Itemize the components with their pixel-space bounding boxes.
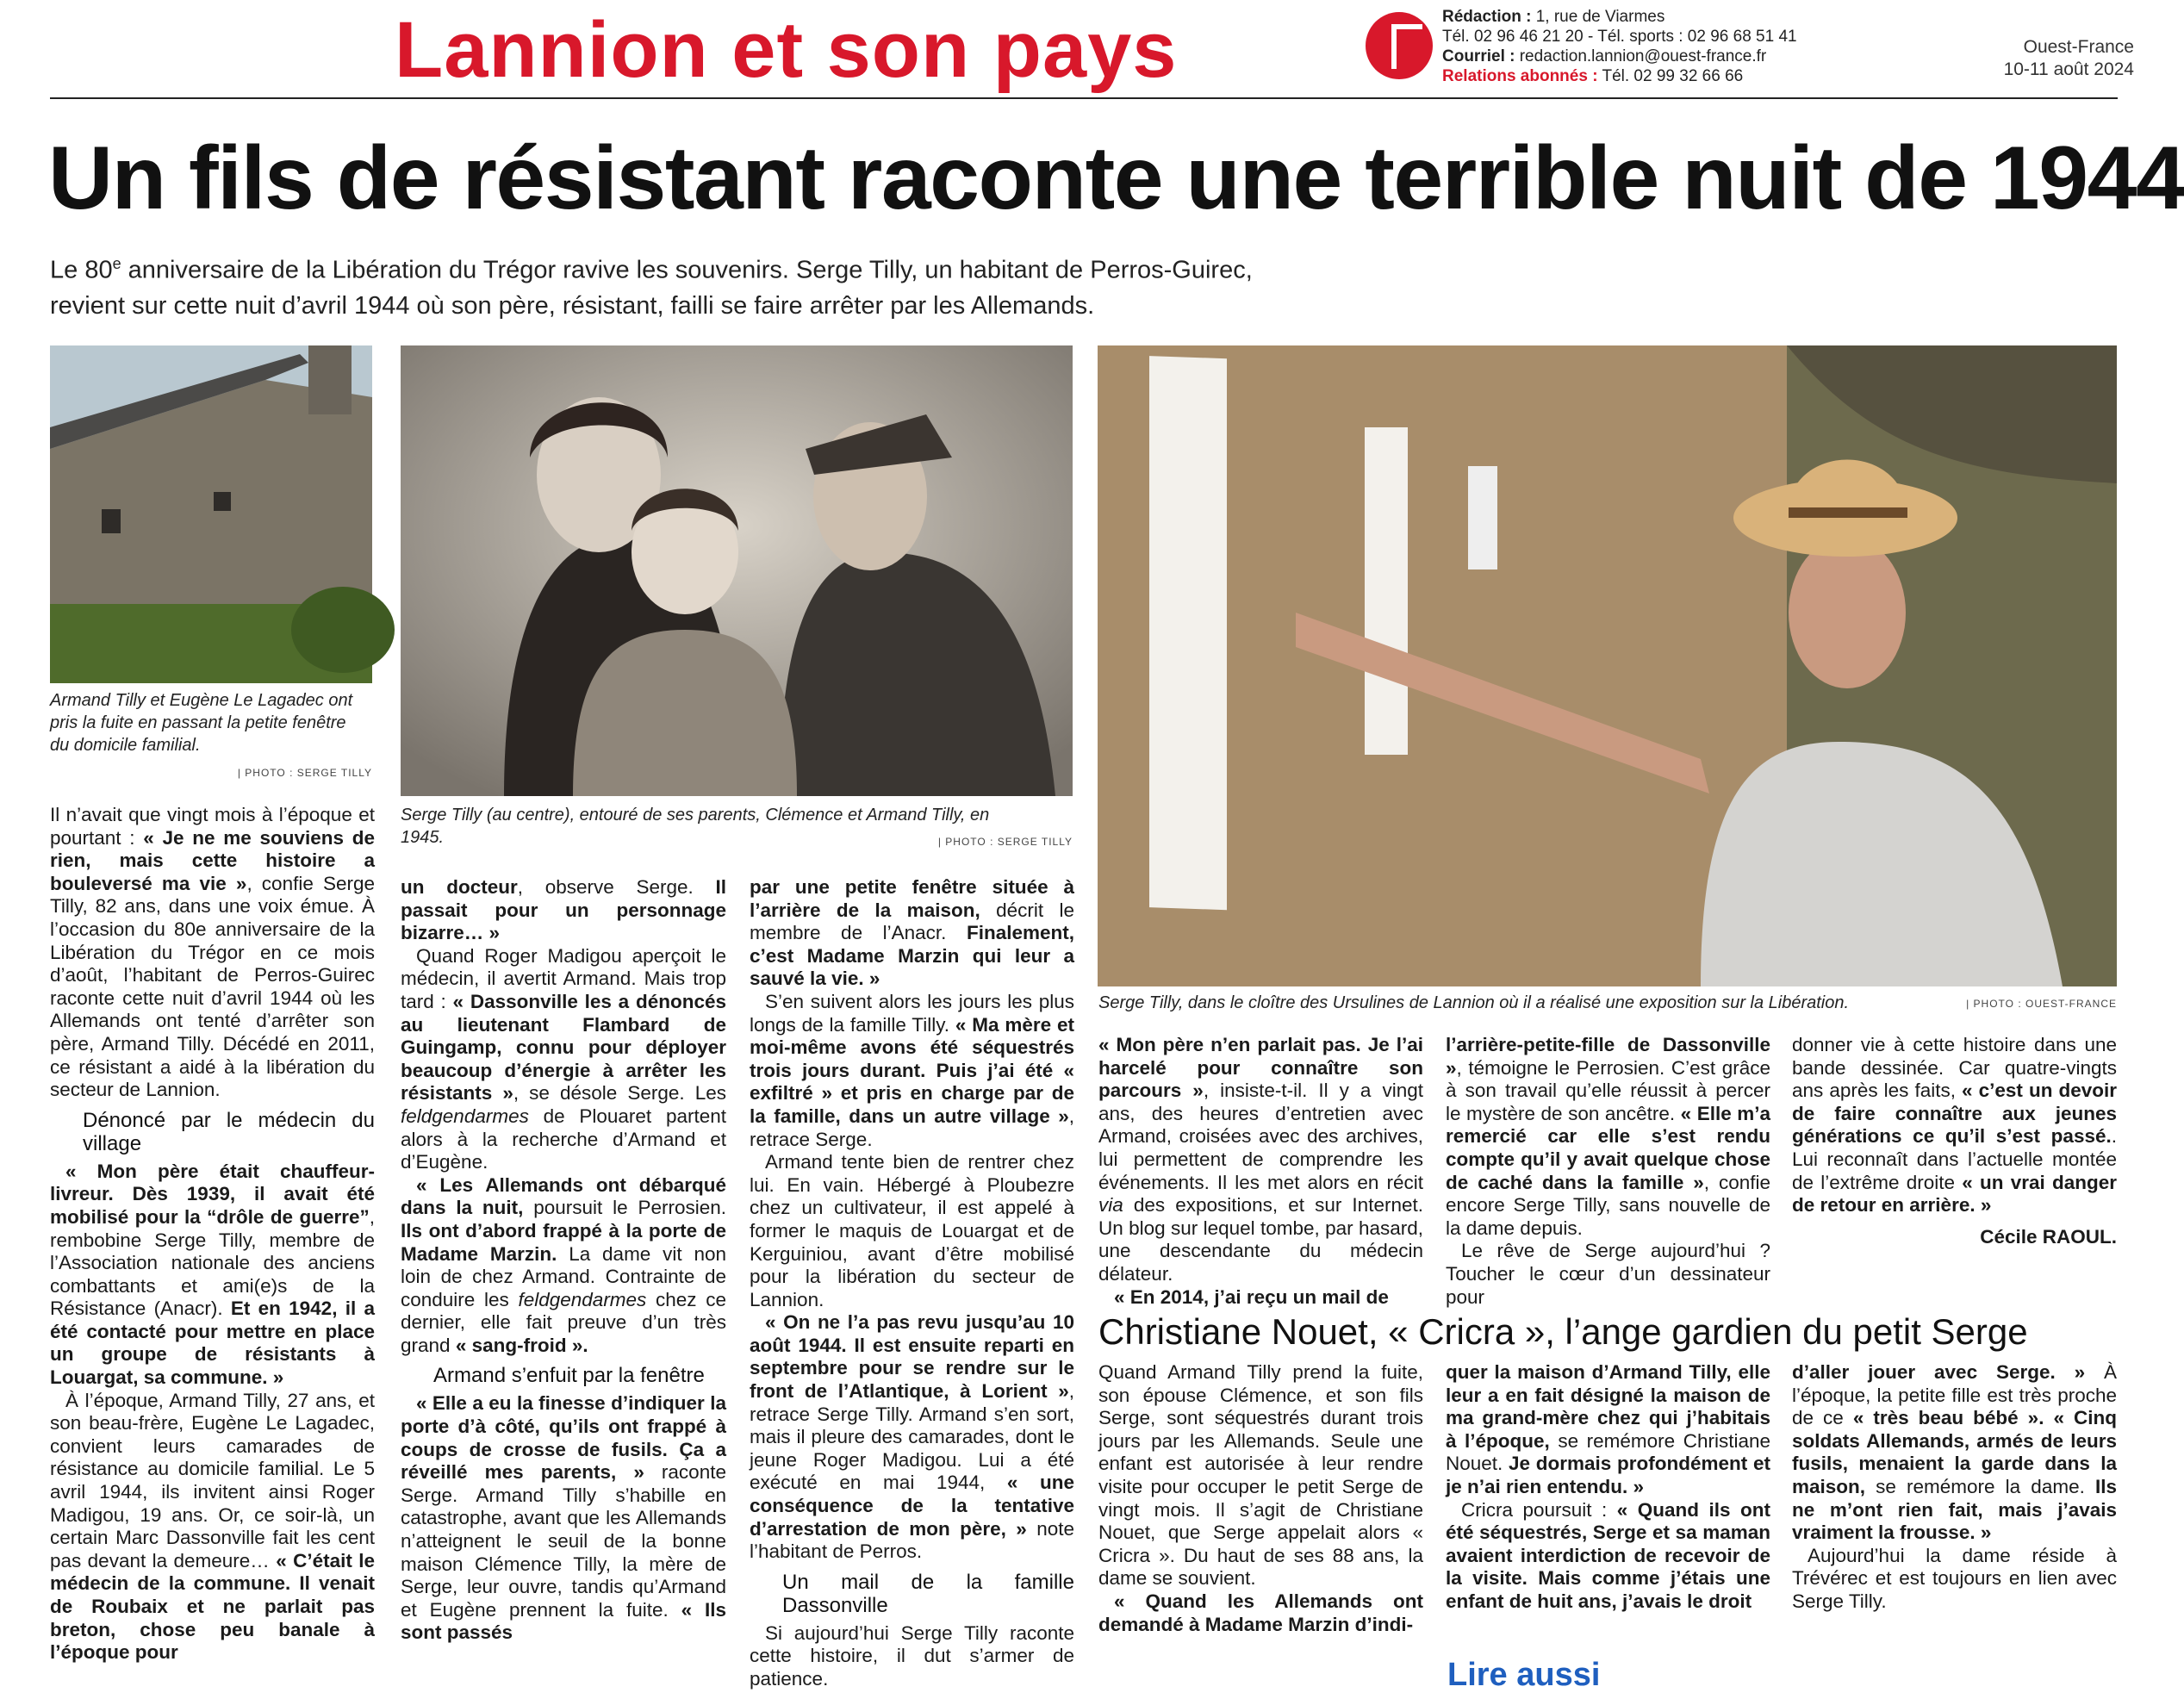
col4-paragraph-1: « Mon père n’en parlait pas. Je l’ai harcelé pour connaître son parcours », insiste-t-il. Il y a vingt ans, des heures d’entretien avec Armand, croisées avec des archives, lui permettent de comprendre les événements. Il les met alors en récit via des expositions, et sur Internet. Un blog sur lequel tombe, par hasard, une descendante du médecin délateur. [1098, 1034, 1423, 1285]
col2-subheading: Armand s’enfuit par la fenêtre [433, 1364, 705, 1388]
photo2-credit: | PHOTO : SERGE TILLY [937, 836, 1073, 848]
photo-family-portrait [401, 345, 1073, 796]
col1-paragraph-3: À l’époque, Armand Tilly, 27 ans, et son beau-frère, Eugène Le Lagadec, convient leurs camarades de résistance au domicile familial. Le 5 avril 1944, ils invitent ainsi Roger Madigou, 19 ans. Or, ce soir-là, un certain Marc Dassonville fait les cent pas devant la demeure… « C’était le médecin de la commune. Il venait de Roubaix et ne parlait pas breton, chose peu banale à l’époque pour [50, 1389, 375, 1664]
sidebar-column-1 [1098, 1361, 1423, 1636]
publication-name: Ouest-France [2023, 37, 2134, 57]
photo1-credit: | PHOTO : SERGE TILLY [237, 767, 372, 779]
courriel-label: Courriel : [1442, 47, 1515, 65]
col6-paragraph-1: donner vie à cette histoire dans une bande dessinée. Car quatre-vingts ans après les faits, « c’est un devoir de faire connaître aux jeunes générations ce qu’il s’est passé.. Lui reconnaît dans l’actuelle montée de l’extrême droite « un vrai danger de retour en arrière. » [1792, 1034, 2118, 1217]
article-column-6 [1792, 1034, 2117, 1248]
photo1-caption: Armand Tilly et Eugène Le Lagadec ont pris la fuite en passant la petite fenêtre du domicile familial. [50, 691, 353, 755]
ouest-france-logo-icon [1366, 12, 1433, 79]
photo3-caption: Serge Tilly, dans le cloître des Ursulines de Lannion où il a réalisé une exposition sur la Libération. [1098, 993, 1850, 1012]
col3-paragraph-4: « On ne l’a pas revu jusqu’au 10 août 1944. Il est ensuite reparti en septembre pour se rendre sur le front de l’Atlantique, à Lorient », retrace Serge Tilly. Armand s’en sort, mais il pleure des camarades, dont le jeune Roger Madigou. Lui a été exécuté en mai 1944, « une conséquence de la tentative d’arrestation de mon père, » note l’habitant de Perros. [750, 1311, 1074, 1563]
col2-paragraph-2: Quand Roger Madigou aperçoit le médecin, il avertit Armand. Mais trop tard : « Dassonville les a dénoncés au lieutenant Flambard de Guingamp, connu pour déployer beaucoup d’énergie à arrêter les résistants », se désole Serge. Les feldgendarmes de Plouaret partent alors à la recherche d’Armand et d’Eugène. [401, 944, 726, 1173]
redaction-address: 1, rue de Viarmes [1535, 8, 1665, 26]
col3-paragraph-2: S’en suivent alors les jours les plus longs de la famille Tilly. « Ma mère et moi-même avons été séquestrés trois jours durant. Puis j’ai été « exfiltré » et pris en charge par de la famille, dans un autre village », retrace Serge. [750, 990, 1074, 1150]
abonnes-phone: Tél. 02 99 32 66 66 [1602, 67, 1744, 85]
article-headline: Un fils de résistant raconte une terrible nuit de 1944 [48, 128, 2184, 228]
sidebar-column-2 [1446, 1361, 1770, 1614]
cloister-image [1098, 345, 2117, 986]
col3-subheading: Un mail de la famille Dassonville [782, 1570, 1074, 1617]
sidebar-c1-paragraph-1: Quand Armand Tilly prend la fuite, son épouse Clémence, et son fils Serge, sont séquestrés durant trois jours par les Allemands. Seule une enfant est autorisée à leur rendre visite pour occuper le petit Serge de vingt mois. Il s’agit de Christiane Nouet, que Serge appelait alors « Cricra ». Du haut de ses 88 ans, la dame se souvient. [1098, 1361, 1423, 1590]
photo3-credit: | PHOTO : OUEST-FRANCE [1966, 998, 2117, 1010]
col2-paragraph-4: « Elle a eu la finesse d’indiquer la porte d’à côté, qu’ils ont frappé à coups de crosse de fusils. Ça a réveillé mes parents, » raconte Serge. Armand Tilly s’habille en catastrophe, avant que les Allemands n’atteignent le seuil de la bonne maison Clémence Tilly, la mère de Serge, leur ouvre, tandis qu’Armand et Eugène prennent la fuite. « Ils sont passés [401, 1392, 727, 1644]
sidebar-c3-paragraph-2: Aujourd’hui la dame réside à Trévérec et est toujours en lien avec Serge Tilly. [1792, 1544, 2117, 1612]
contact-block [1442, 7, 1797, 86]
col4-paragraph-2: « En 2014, j’ai reçu un mail de [1114, 1285, 1389, 1308]
masthead-divider [50, 97, 2118, 99]
email-link[interactable]: redaction.lannion@ouest-france.fr [1519, 47, 1767, 65]
photo-cloister [1098, 345, 2117, 986]
section-title: Lannion et son pays [395, 6, 1178, 94]
col5-paragraph-2: Le rêve de Serge aujourd’hui ? Toucher le cœur d’un dessinateur pour [1446, 1240, 1770, 1308]
photo-farmhouse [50, 345, 372, 683]
issue-date: 10-11 août 2024 [2003, 59, 2134, 79]
issue-info [2004, 36, 2134, 81]
article-standfirst: Le 80e anniversaire de la Libération du Trégor ravive les souvenirs. Serge Tilly, un habitant de Perros-Guirec, revient sur cette nuit d’avril 1944 où son père, résistant, failli se faire arrêter par les Allemands. [50, 255, 1253, 320]
phone-line: Tél. 02 96 46 21 20 - Tél. sports : 02 96 68 51 41 [1442, 28, 1797, 46]
sidebar-c3-paragraph-1: d’aller jouer avec Serge. » À l’époque, la petite fille est très proche de ce « très beau bébé ». « Cinq soldats Allemands, armés de leurs fusils, menaient la garde dans la maison, se remémore la dame. Ils ne m’ont rien fait, mais j’avais vraiment la frousse. » [1792, 1361, 2117, 1544]
author-signature: Cécile RAOUL. [1980, 1225, 2117, 1248]
sidebar-title: Christiane Nouet, « Cricra », l’ange gardien du petit Serge [1098, 1311, 2028, 1352]
sidebar-c2-paragraph-2: Cricra poursuit : « Quand ils ont été séquestrés, Serge et sa maman avaient interdiction de recevoir de la visite. Mais comme j’étais une enfant de huit ans, j’avais le droit [1446, 1498, 1770, 1612]
photo2-caption: Serge Tilly (au centre), entouré de ses parents, Clémence et Armand Tilly, en 1945. [401, 806, 990, 847]
abonnes-label: Relations abonnés : [1442, 67, 1598, 85]
col3-paragraph-5: Si aujourd’hui Serge Tilly raconte cette histoire, il dut s’armer de patience. [750, 1621, 1074, 1690]
article-column-1 [50, 804, 375, 1665]
col3-paragraph-3: Armand tente bien de rentrer chez lui. En vain. Hébergé à Ploubezre chez un cultivateur, il est appelé à former le maquis de Louargat et de Kerguiniou, avant d’être mobilisé pour la libération du secteur de Lannion. [750, 1151, 1074, 1310]
col1-subheading: Dénoncé par le médecin du village [83, 1108, 375, 1155]
article-column-5 [1446, 1034, 1770, 1309]
article-column-4 [1098, 1034, 1423, 1309]
sidebar-c2-paragraph-1: quer la maison d’Armand Tilly, elle leur a en fait désigné la maison de ma grand-mère chez qui j’habitais à l’époque, se remémore Christiane Nouet. Je dormais profondément et je n’ai rien entendu. » [1446, 1361, 1770, 1497]
article-column-2 [401, 876, 726, 1645]
col3-paragraph-1: par une petite fenêtre située à l’arrière de la maison, décrit le membre de l’Anacr. Finalement, c’est Madame Marzin qui leur a sauvé la vie. » [750, 876, 1074, 990]
col2-paragraph-1: un docteur, observe Serge. Il passait pour un personnage bizarre… » [401, 876, 727, 944]
col5-paragraph-1: l’arrière-petite-fille de Dassonville », témoigne le Perrosien. C’est grâce à son travail qu’elle réussit à percer le mystère de son ancêtre. « Elle m’a remercié car elle s’est rendu compte qu’il y avait quelque chose de caché dans la famille », confie encore Serge Tilly, sans nouvelle de la dame depuis. [1446, 1034, 1771, 1239]
sidebar-column-3 [1792, 1361, 2117, 1614]
sidebar-c1-paragraph-2: « Quand les Allemands ont demandé à Madame Marzin d’indi- [1098, 1590, 1423, 1635]
farmhouse-image [50, 345, 372, 683]
col1-paragraph-1: Il n’avait que vingt mois à l’époque et pourtant : « Je ne me souviens de rien, mais cette histoire a bouleversé ma vie », confie Serge Tilly, 82 ans, dans une voix émue. À l’occasion du 80e anniversaire de la Libération du Trégor en ce mois d’août, l’habitant de Perros-Guirec raconte cette nuit d’avril 1944 où les Allemands ont tenté d’arrêter son père, Armand Tilly. Décédé en 2011, ce résistant a aidé à la libération du secteur de Lannion. [50, 804, 375, 1101]
portrait-image [401, 345, 1073, 796]
article-column-3 [750, 876, 1074, 1691]
col1-paragraph-2: « Mon père était chauffeur-livreur. Dès 1939, il avait été mobilisé pour la “drôle de guerre”, rembobine Serge Tilly, membre de l’Association nationale des anciens combattants et ami(e)s de la Résistance (Anacr). Et en 1942, il a été contacté pour mettre en place un groupe de résistants à Louargat, sa commune. » [50, 1160, 375, 1389]
col2-paragraph-3: « Les Allemands ont débarqué dans la nuit, poursuit le Perrosien. Ils ont d’abord frappé à la porte de Madame Marzin. La dame vit non loin de chez Armand. Contrainte de conduire les feldgendarmes chez ce dernier, elle fait preuve d’un très grand « sang-froid ». [401, 1173, 727, 1356]
redaction-label: Rédaction : [1442, 8, 1532, 26]
next-article-title[interactable]: Lire aussi [1447, 1657, 1601, 1693]
